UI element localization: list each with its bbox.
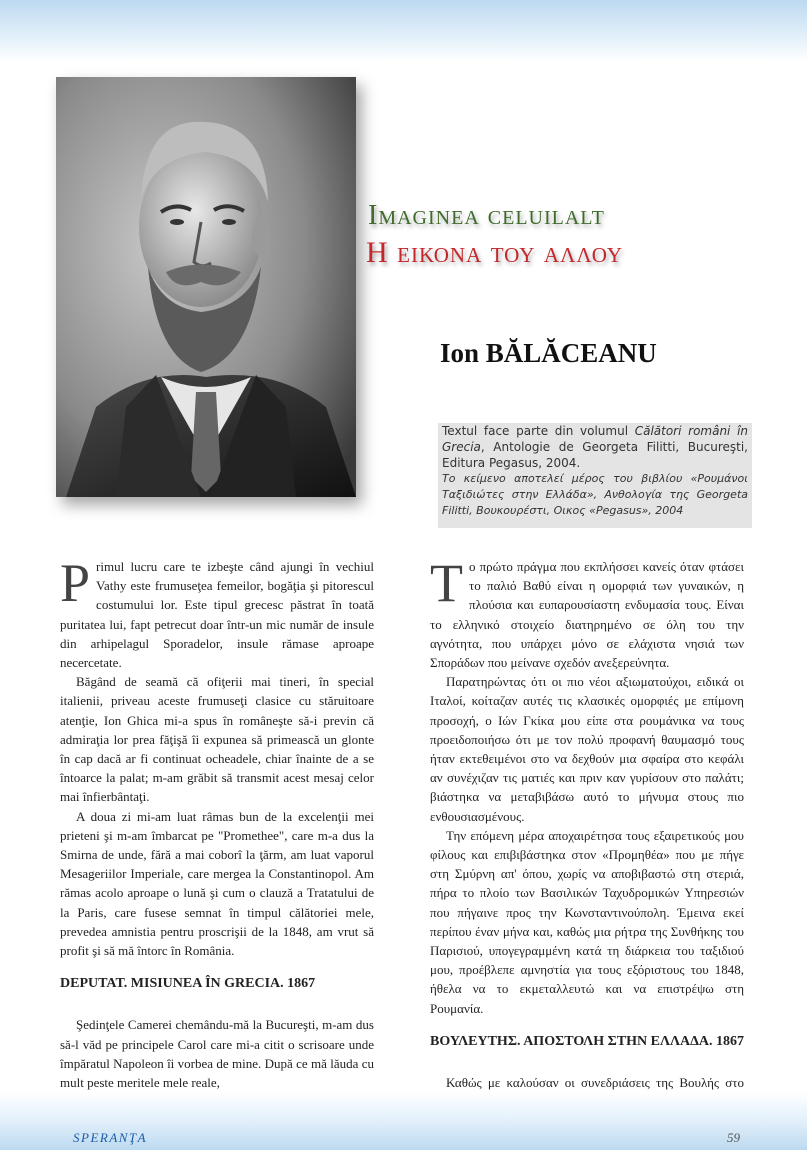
paragraph-2: Băgând de seamă că ofiţerii mai tineri, în special italienii, priveau aceste frumuseţi clasice cu stăruitoare atenţie, Ion Ghica mi-a spus în româneşte să-i previn că admiraţia lor prea făţişă îi expunea să primească un glonte în cap dacă ar fi continuat ocheadele, chiar înainte de a se întoarce la palat; m-am grăbit să transmit acest mesaj celor mai înfierbântaţi. bbox=[60, 674, 374, 805]
source-note bbox=[438, 423, 752, 528]
paragraph-1 bbox=[60, 553, 374, 672]
section-heading: ΒΟΥΛΕΥΤΗΣ. ΑΠΟΣΤΟΛΗ ΣΤΗΝ ΕΛΛΑΔΑ. 1867 bbox=[430, 1033, 745, 1049]
romanian-column bbox=[60, 553, 374, 1092]
section-heading: DEPUTAT. MISIUNEA ÎN GRECIA. 1867 bbox=[60, 976, 316, 992]
paragraph-3: A doua zi mi-am luat râmas bun de la excelenţii mei prieteni şi m-am îmbarcat pe "Promethee", care m-a dus la Smirna de unde, fără a mai coborî la ţărm, am luat vaporul Mesageriilor Imperiale, care mergea la Constantinopol. Am rămas acolo aproape o lună şi cum o clauză a Tratatului de la Paris, care fusese semnat în timpul călătoriei mele, prevedea amnistia pentru proscrişii de la 1848, am vrut să profit şi să mă întorc în România. bbox=[60, 808, 374, 959]
paragraph-4: Καθώς με καλούσαν οι συνεδριάσεις της Βουλής στο bbox=[446, 1075, 744, 1091]
title-greek: Η εικονα του αλλου bbox=[366, 236, 623, 269]
dropcap: Τ bbox=[430, 553, 463, 613]
portrait-photo bbox=[56, 77, 356, 497]
greek-column bbox=[430, 553, 745, 1150]
paragraph-3: Την επόμενη μέρα αποχαιρέτησα τους εξαιρετικούς μου φίλους και επιβιβάστηκα στον «Προμηθέα» που με πήγε στη Σμύρνη απ' όπου, χωρίς να αποβιβαστώ στη στεριά, πήρα το πλοίο των Βασιλικών Ταχυδρομικών Υπηρεσιών που πήγαινε προς την Κωνσταντινούπολη. Έμεινα εκεί περίπου έναν μήνα και, καθώς μια ρήτρα της Συνθήκης του Παρισιού, υπογεγραμμένη κατά τη διάρκεια του ταξιδιού μου, προέβλεπε αμνηστία για τους εξόριστους του 1848, ήθελα να το εκμεταλλευτώ και να επιστρέψω στη Ρουμανία. bbox=[430, 827, 744, 1016]
paragraph-4: Şedinţele Camerei chemându-mă la Bucureşti, m-am dus să-l văd pe principele Carol care mi-a citit o scrisoare unde împăratul Napoleon îi vorbea de mine. După ce mă lăuda cu mult peste meritele mele reale, bbox=[60, 1017, 374, 1091]
paragraph-2: Παρατηρώντας ότι οι πιο νέοι αξιωματούχοι, ειδικά οι Ιταλοί, κοίταζαν αυτές τις κλασικές ομορφιές με επίμονη προσοχή, ο Ιών Γκίκα μου είπε στα ρουμάνικα να τους προειδοποιήσω ότι με τον πολύ προφανή θαυμασμό τους ήταν εκτεθειμένοι στο να δεχθούν μια σφαίρα στο κεφάλι αν συνέχιζαν τις ματιές και πριν καν γυρίσουν στο παλάτι; βιάστηκα να μεταβιβάσω αυτό το μήνυμα στους πιο ενθουσιασμένους. bbox=[430, 674, 744, 824]
note-book-title: Călători români în Grecia bbox=[442, 424, 749, 454]
source-note-greek: Το κείμενο αποτελεί μέρος του βιβλίου «Ρουμάνοι Ταξιδιώτες στην Ελλάδα», Ανθολογία της Georgeta Filitti, Βουκουρέστι, Οικος «Pegasus», 2004 bbox=[442, 472, 748, 517]
magazine-name: SPERANŢA bbox=[73, 1130, 148, 1145]
dropcap: P bbox=[60, 553, 91, 613]
note-suffix: , Antologie de Georgeta Filitti, Bucureşti, Editura Pegasus, 2004. bbox=[442, 440, 748, 470]
paragraph-1 bbox=[430, 553, 744, 672]
page-number: 59 bbox=[727, 1130, 740, 1145]
source-note-romanian bbox=[442, 423, 748, 471]
author-name: Ion BĂLĂCEANU bbox=[440, 338, 657, 368]
paragraph-text: rimul lucru care te izbeşte când ajungi în vechiul Vathy este frumuseţea femeilor, bogăţia şi pitorescul costumului lor. Este tipul grecesc păstrat în toată puritatea lui, fapt petrecut doar într-un mic număr de insule din arhipelagul Sporadelor, insule rămase aproape necercetate. bbox=[60, 559, 374, 671]
top-gradient-band bbox=[0, 0, 807, 62]
paragraph-text: ο πρώτο πράγμα που εκπλήσσει κανείς όταν φτάσει το παλιό Βαθύ είναι η ομορφιά των γυναικών, η πλούσια και ευπαρουσίαστη ενδυμασία τους. Είναι το ελληνικό στοιχείο διατηρημένο σε όλη του την αγνότητα, που υπάρχει μόνο σε ελάχιστα νησιά των Σποράδων που μείνανε σχεδόν ανεξερεύνητα. bbox=[430, 559, 744, 671]
title-romanian: Imaginea celuilalt bbox=[368, 200, 605, 231]
note-prefix: Textul face parte din volumul bbox=[442, 424, 635, 438]
portrait-image bbox=[56, 77, 356, 497]
